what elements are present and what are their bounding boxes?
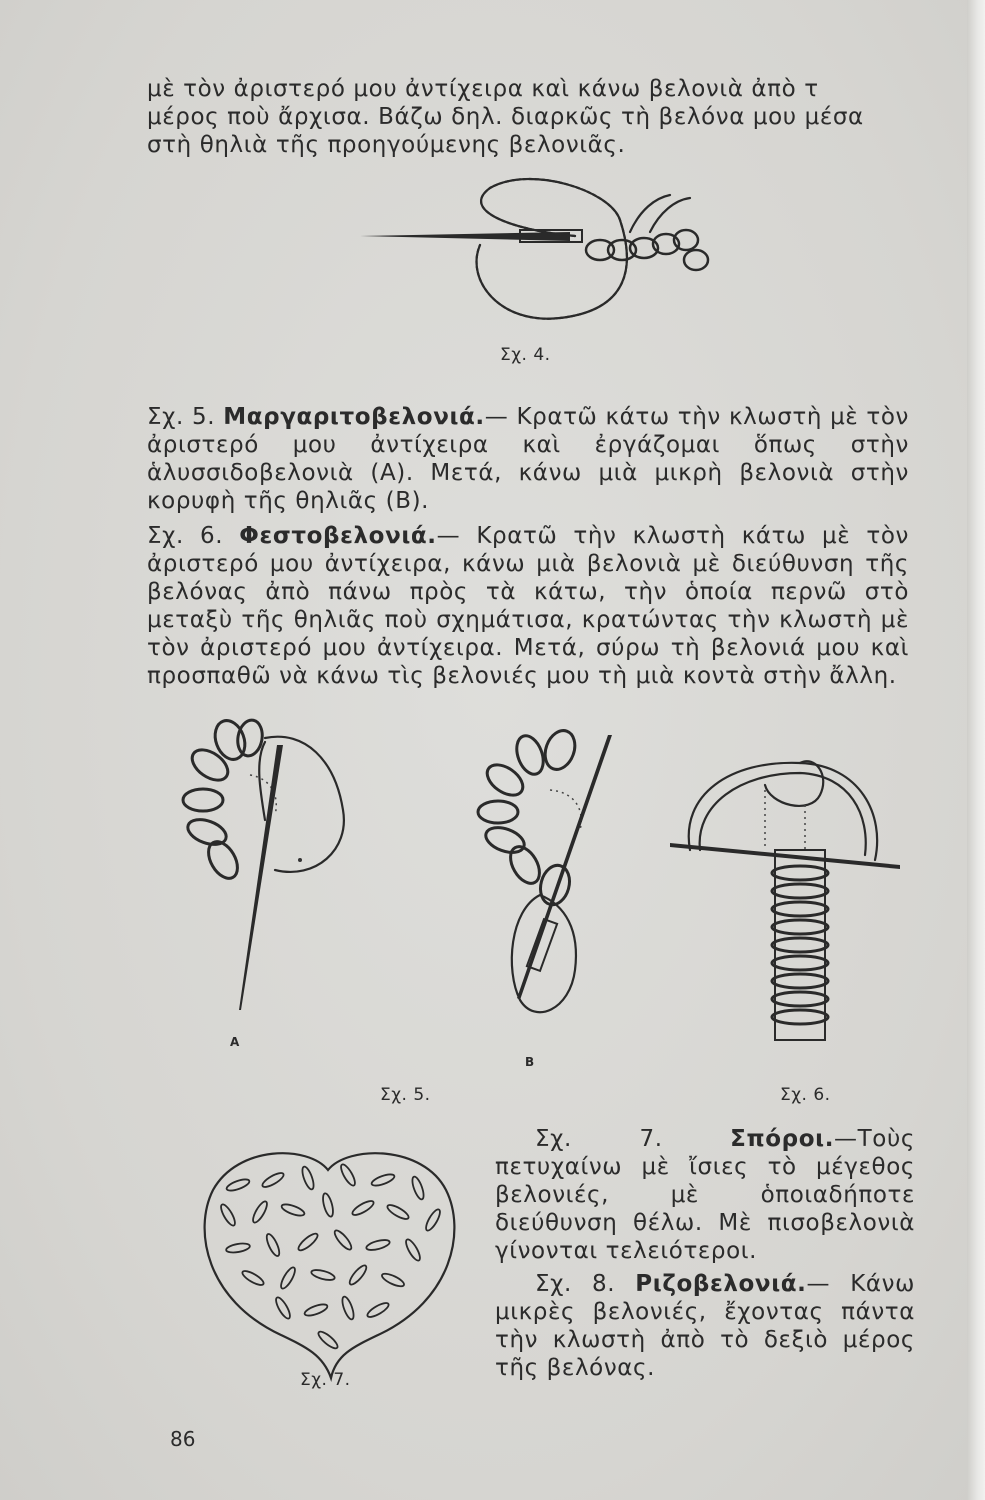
section-5-dash: — xyxy=(484,404,509,430)
section-8-label: Σχ. 8. xyxy=(535,1271,616,1297)
section-5-body: Κρατῶ κάτω τὴν κλωστὴ μὲ τὸν ἀριστερό μου ἀντίχειρα καὶ ἐργάζομαι ὅπως στὴν ἁλυσσιδοβελονιὰ (Α). Μετά, κάνω μιὰ μικρὴ βελονιὰ στὴν κορυφὴ τῆς θηλιᾶς (Β). xyxy=(147,404,909,514)
figure-label-b: B xyxy=(525,1055,535,1069)
page-edge xyxy=(967,0,985,1500)
section-7-title: Σπόροι. xyxy=(730,1126,835,1152)
figure-5-caption: Σχ. 5. xyxy=(380,1085,431,1105)
figure-4-caption: Σχ. 4. xyxy=(500,345,551,365)
section-7-paragraph xyxy=(495,1125,915,1265)
section-8-dash: — xyxy=(806,1271,831,1297)
figure-6-caption: Σχ. 6. xyxy=(780,1085,831,1105)
section-6-label: Σχ. 6. xyxy=(147,523,224,549)
section-6-dash: — xyxy=(436,523,461,549)
section-5-label: Σχ. 5. xyxy=(147,404,216,430)
intro-line-2: μέρος ποὺ ἄρχισα. Βάζω δηλ. διαρκῶς τὴ βελόνα μου μέσα xyxy=(147,104,864,130)
section-8-body: Κάνω μικρὲς βελονιές, ἔχοντας πάντα τὴν κλωστὴ ἀπὸ τὸ δεξιὸ μέρος τῆς βελόνας. xyxy=(495,1271,915,1381)
intro-line-3: στὴ θηλιὰ τῆς προηγούμενης βελονιᾶς. xyxy=(147,132,626,158)
figure-4-illustration xyxy=(360,170,720,345)
section-5-title: Μαργαριτοβελονιά. xyxy=(223,404,485,430)
figure-7-illustration xyxy=(198,1150,463,1380)
section-7-dash: — xyxy=(834,1126,858,1152)
section-8-paragraph xyxy=(495,1270,915,1382)
section-6-paragraph xyxy=(147,522,909,690)
section-5-paragraph xyxy=(147,403,909,515)
intro-paragraph xyxy=(147,75,909,159)
figure-5b-illustration xyxy=(480,730,650,1030)
figure-7-caption: Σχ. 7. xyxy=(300,1370,351,1390)
figure-6-illustration xyxy=(670,755,910,1035)
figure-5a-illustration xyxy=(195,720,375,1040)
section-8-title: Ριζοβελονιά. xyxy=(635,1271,807,1297)
section-6-body: Κρατῶ τὴν κλωστὴ κάτω μὲ τὸν ἀριστερό μου ἀντίχειρα, κάνω μιὰ βελονιὰ μὲ διεύθυνση τῆς βελόνας ἀπὸ πάνω πρὸς τὰ κάτω, τὴν ὁποία περνῶ στὸ μεταξὺ τῆς θηλιᾶς ποὺ σχημάτισα, κρατώντας τὴν κλωστὴ μὲ τὸν ἀριστερό μου ἀντίχειρα. Μετά, σύρω τὴ βελονιά μου καὶ προσπαθῶ νὰ κάνω τὶς βελονιές μου τὴ μιὰ κοντὰ στὴν ἄλλη. xyxy=(147,523,909,689)
intro-line-1: μὲ τὸν ἀριστερό μου ἀντίχειρα καὶ κάνω βελονιὰ ἀπὸ τ xyxy=(147,76,819,102)
figure-label-a: A xyxy=(230,1035,240,1049)
section-7-label: Σχ. 7. xyxy=(535,1126,663,1152)
section-6-title: Φεστοβελονιά. xyxy=(239,523,437,549)
section-7-body: Τοὺς πετυχαίνω μὲ ἴσιες τὸ μέγεθος βελονιές, μὲ ὁποιαδήποτε διεύθυνση θέλω. Μὲ πισοβελονιὰ γίνονται τελειότεροι. xyxy=(495,1126,915,1264)
page-number: 86 xyxy=(170,1427,196,1451)
